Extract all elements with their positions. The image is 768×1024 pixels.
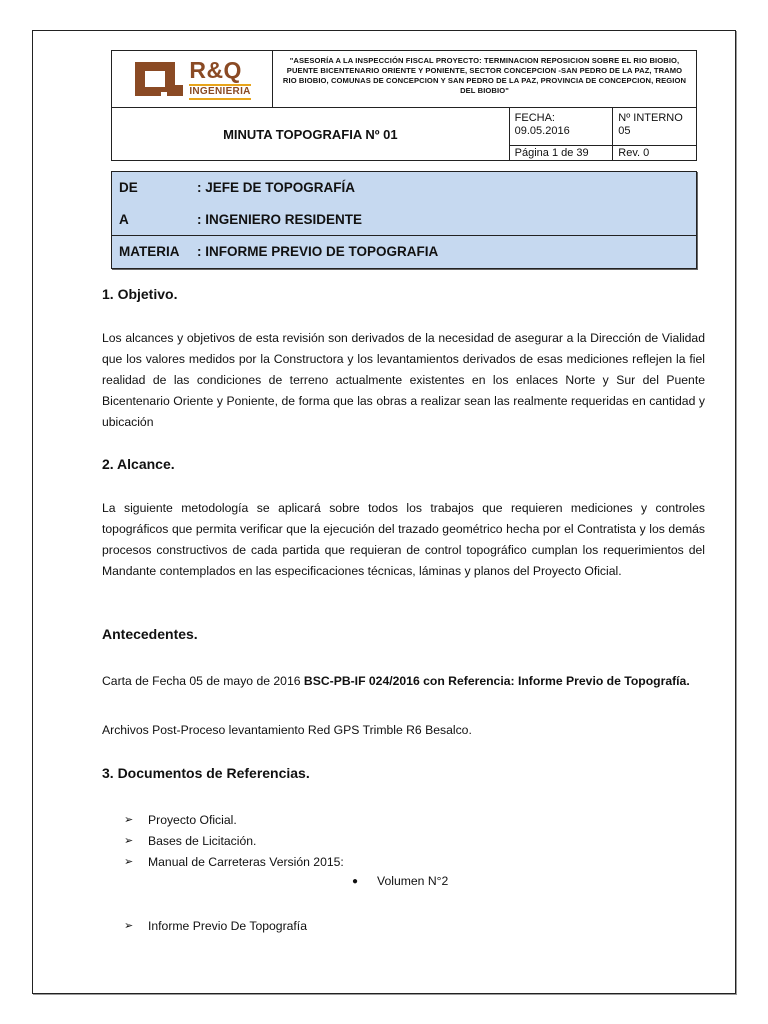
antecedentes-heading: Antecedentes.: [102, 626, 198, 642]
objetivo-heading: 1. Objetivo.: [102, 286, 178, 302]
interno-cell: [613, 108, 696, 146]
rq-logo-icon: [133, 59, 185, 99]
document-header-table: [111, 50, 697, 161]
company-logo: [112, 51, 273, 107]
documentos-list-last: [124, 915, 307, 936]
addr-label: MATERIA: [119, 244, 180, 260]
antecedentes-prefix: Carta de Fecha 05 de mayo de 2016: [102, 674, 304, 688]
alcance-paragraph: La siguiente metodología se aplicará sobre todos los trabajos que requieren mediciones y controles topográficos que permita verificar que la ejecución del trazado geométrico hecha por el Contratista y los demás procesos constructivos de cada partida que requieran de control topográfico cumplan los requerimientos del Mandante contemplados en las especificaciones técnicas, láminas y planos del Proyecto Oficial.: [102, 501, 705, 578]
interno-value: 05: [618, 125, 631, 138]
list-item: [124, 809, 344, 830]
antecedentes-reference: BSC-PB-IF 024/2016 con Referencia: Informe Previo de Topografía.: [303, 674, 690, 688]
document-title: MINUTA TOPOGRAFIA Nº 01: [112, 108, 510, 160]
logo-name: R&Q: [189, 56, 242, 83]
addr-row-de: [112, 172, 696, 204]
documentos-heading: 3. Documentos de Referencias.: [102, 765, 310, 781]
list-item-text: Bases de Licitación.: [148, 833, 257, 848]
arrow-bullet-icon: ➢: [124, 920, 134, 932]
list-item-text: Informe Previo De Topografía: [148, 918, 307, 933]
sub-list-item: [352, 874, 448, 888]
addr-value: : INFORME PREVIO DE TOPOGRAFIA: [197, 244, 439, 260]
fecha-value: 09.05.2016: [514, 125, 570, 138]
list-item-text: Manual de Carreteras Versión 2015:: [148, 854, 344, 869]
arrow-bullet-icon: ➢: [124, 814, 134, 826]
rev-cell: Rev. 0: [618, 147, 650, 159]
arrow-bullet-icon: ➢: [124, 856, 134, 868]
alcance-heading: 2. Alcance.: [102, 456, 175, 472]
pagina-cell: Página 1 de 39: [514, 147, 589, 159]
list-item: [124, 830, 344, 851]
project-description: "ASESORÍA A LA INSPECCIÓN FISCAL PROYECTO: TERMINACION REPOSICION SOBRE EL RIO BIOBIO, PUENTE BICENTENARIO ORIENTE Y PONIENTE, SECTOR CONCEPCION -SAN PEDRO DE LA PAZ, TRAMO RIO BIOBIO, COMUNAS DE CONCEPCION Y SAN PEDRO DE LA PAZ, PROVINCIA DE CONCEPCION, REGION DEL BIOBIO": [282, 56, 687, 96]
addr-row-a: [112, 204, 696, 236]
list-item: [124, 915, 307, 936]
list-item-text: Proyecto Oficial.: [148, 812, 237, 827]
logo-sub: INGENIERIA: [189, 84, 250, 100]
addr-label: A: [119, 211, 129, 227]
sub-item-text: Volumen N°2: [377, 874, 449, 888]
objetivo-paragraph: Los alcances y objetivos de esta revisión son derivados de la necesidad de asegurar a la Dirección de Vialidad que los valores medidos por la Constructora y los levantamientos derivados de esas mediciones reflejen la fiel realidad de las condiciones de terreno actualmente existentes en los enlaces Norte y Sur del Puente Bicentenario Oriente y Poniente, de forma que las obras a realizar sean las realmente requeridas en cantidad y ubicación: [102, 331, 705, 429]
list-item: [124, 851, 344, 872]
dot-bullet-icon: ●: [352, 875, 359, 887]
addr-row-materia: [112, 235, 696, 268]
addr-value: : JEFE DE TOPOGRAFÍA: [197, 180, 356, 196]
addr-label: DE: [119, 180, 138, 196]
antecedentes-paragraph: [102, 668, 705, 694]
interno-label: Nº INTERNO: [618, 112, 683, 124]
antecedentes-line2: Archivos Post-Proceso levantamiento Red GPS Trimble R6 Besalco.: [102, 723, 472, 737]
fecha-cell: [510, 108, 613, 146]
documentos-list: [124, 809, 344, 872]
fecha-label: FECHA:: [514, 112, 555, 124]
addr-value: : INGENIERO RESIDENTE: [197, 211, 363, 227]
arrow-bullet-icon: ➢: [124, 835, 134, 847]
addressing-block: [111, 171, 697, 269]
